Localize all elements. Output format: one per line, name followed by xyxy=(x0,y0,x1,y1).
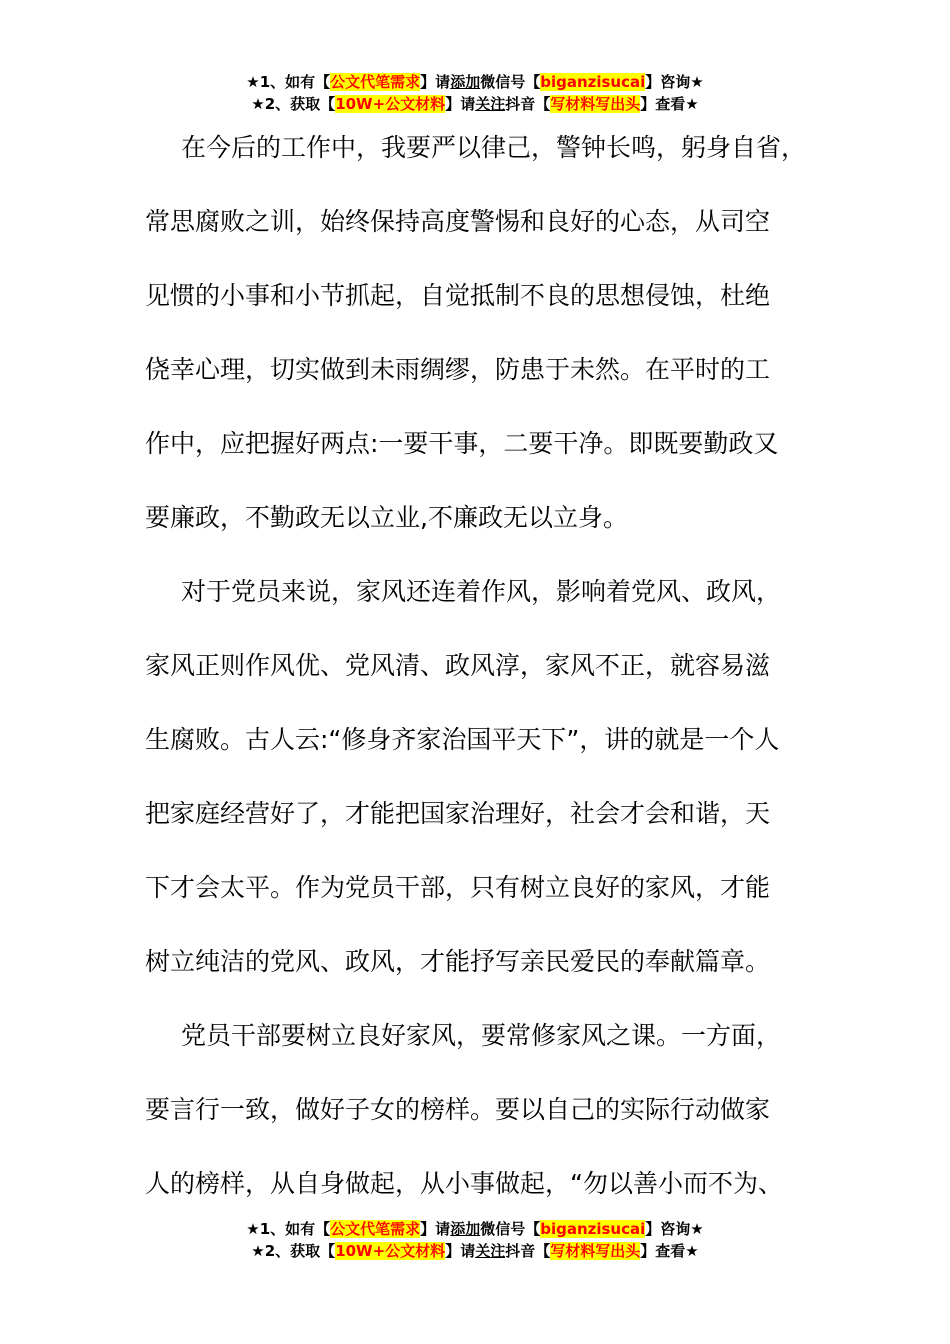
banner-text: 抖音【 xyxy=(505,1242,551,1260)
banner-line-2 xyxy=(0,1240,950,1262)
banner-underlined: 添加 xyxy=(450,73,481,91)
text-line: 树立纯洁的党风、政风，才能抒写亲民爱民的奉献篇章。 xyxy=(145,947,771,976)
banner-text: 】请 xyxy=(420,1220,451,1238)
banner-text: ★2、获取【 xyxy=(251,1242,336,1260)
highlight-douyin: 写材料写出头 xyxy=(550,95,641,113)
banner-text: 微信号【 xyxy=(480,1220,541,1238)
text-line: 要言行一致，做好子女的榜样。要以自己的实际行动做家 xyxy=(145,1095,771,1124)
paragraph xyxy=(145,555,817,999)
text-line: 常思腐败之训，始终保持高度警惕和良好的心态，从司空 xyxy=(145,207,771,236)
text-line: 生腐败。古人云:“修身齐家治国平天下”，讲的就是一个人 xyxy=(145,725,780,754)
banner-text: 】请 xyxy=(445,1242,476,1260)
highlight-materials: 10W+公文材料 xyxy=(335,1242,446,1260)
banner-underlined: 关注 xyxy=(475,95,506,113)
banner-underlined: 添加 xyxy=(450,1220,481,1238)
banner-text: 】咨询★ xyxy=(645,1220,704,1238)
footer-banner xyxy=(0,1218,950,1262)
banner-text: 】请 xyxy=(445,95,476,113)
highlight-materials: 10W+公文材料 xyxy=(335,95,446,113)
text-line: 人的榜样，从自身做起，从小事做起，“勿以善小而不为、 xyxy=(145,1169,783,1198)
highlight-douyin: 写材料写出头 xyxy=(550,1242,641,1260)
banner-text: 】请 xyxy=(420,73,451,91)
header-banner xyxy=(0,71,950,115)
banner-text: 微信号【 xyxy=(480,73,541,91)
banner-text: 】查看★ xyxy=(640,95,699,113)
banner-underlined: 关注 xyxy=(475,1242,506,1260)
text-line: 党员干部要树立良好家风，要常修家风之课。一方面， xyxy=(181,1021,782,1050)
text-line: 家风正则作风优、党风清、政风淳，家风不正，就容易滋 xyxy=(145,651,771,680)
banner-text: ★1、如有【 xyxy=(246,1220,331,1238)
banner-text: 】查看★ xyxy=(640,1242,699,1260)
highlight-wechat-id: biganzisucai xyxy=(540,73,646,91)
banner-text: ★1、如有【 xyxy=(246,73,331,91)
text-line: 把家庭经营好了，才能把国家治理好，社会才会和谐，天 xyxy=(145,799,771,828)
paragraph xyxy=(145,999,817,1221)
document-body xyxy=(145,111,817,1221)
banner-line-1 xyxy=(0,1218,950,1240)
highlight-service: 公文代笔需求 xyxy=(330,73,421,91)
banner-text: 抖音【 xyxy=(505,95,551,113)
highlight-service: 公文代笔需求 xyxy=(330,1220,421,1238)
text-line: 对于党员来说，家风还连着作风，影响着党风、政风， xyxy=(181,577,782,606)
text-line: 侥幸心理，切实做到未雨绸缪，防患于未然。在平时的工 xyxy=(145,355,771,384)
paragraph xyxy=(145,111,817,555)
banner-text: ★2、获取【 xyxy=(251,95,336,113)
text-line: 见惯的小事和小节抓起，自觉抵制不良的思想侵蚀，杜绝 xyxy=(145,281,771,310)
text-line: 下才会太平。作为党员干部，只有树立良好的家风，才能 xyxy=(145,873,771,902)
text-line: 在今后的工作中，我要严以律己，警钟长鸣，躬身自省， xyxy=(181,133,807,162)
highlight-wechat-id: biganzisucai xyxy=(540,1220,646,1238)
banner-line-1 xyxy=(0,71,950,93)
banner-text: 】咨询★ xyxy=(645,73,704,91)
text-line: 要廉政，不勤政无以立业,不廉政无以立身。 xyxy=(145,503,628,532)
text-line: 作中，应把握好两点:一要干事，二要干净。即既要勤政又 xyxy=(145,429,779,458)
